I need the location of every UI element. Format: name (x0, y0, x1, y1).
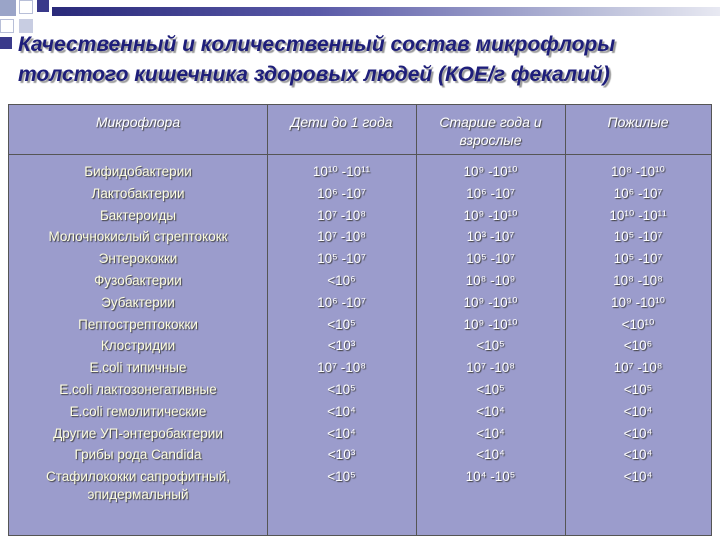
cell-organism: Лактобактерии (91, 185, 185, 201)
cell-value: 10⁹ -10¹⁰ (463, 294, 518, 310)
cell-value: 10⁶ -10⁷ (613, 185, 663, 201)
cell-value: 10⁷ -10⁸ (317, 207, 366, 223)
cell-organism: E.coli типичные (89, 360, 187, 376)
cell-value: 10⁸ -10¹⁰ (611, 164, 665, 179)
cell-value: <10⁵ (476, 338, 505, 354)
cell-value: <10⁴ (623, 403, 653, 419)
cell-organism: Клостридии (100, 338, 176, 354)
cell-value: 10¹⁰ -10¹¹ (609, 207, 667, 223)
cell-value: 10⁸ -10⁹ (465, 272, 516, 288)
cell-value: 10⁹ -10¹⁰ (611, 294, 665, 310)
cell-value: 10⁵ -10⁷ (613, 229, 663, 245)
cell-value: <10⁵ (327, 381, 356, 397)
decor-square (0, 37, 12, 49)
header-children: Дети до 1 года (290, 114, 393, 130)
cell-organism: E.coli лактозонегативные (59, 381, 217, 397)
cell-organism: Эубактерии (101, 294, 175, 310)
decor-square (0, 0, 16, 16)
slide-title: Качественный и количественный состав микрофлоры толстого кишечника здоровых людей (КОЕ/г фекалий) (18, 33, 616, 86)
cell-value: 10⁹ -10¹⁰ (463, 207, 518, 223)
cell-value: <10⁴ (476, 425, 505, 441)
cell-organism: Грибы рода Candida (74, 447, 202, 463)
cell-value: 10⁶ -10⁷ (317, 185, 366, 201)
column-elderly (565, 161, 711, 488)
cell-value: 10⁵ -10⁷ (613, 251, 663, 267)
header-adults: Старше года и взрослые (439, 114, 542, 148)
cell-value: 10⁷ -10⁸ (613, 360, 663, 376)
cell-value: <10¹⁰ (621, 316, 655, 332)
cell-value: 10¹⁰ -10¹¹ (312, 164, 371, 179)
cell-organism: Пептострептококки (78, 316, 198, 332)
cell-value: 10³ -10⁷ (466, 229, 515, 245)
cell-value: <10⁴ (623, 447, 653, 463)
cell-value: 10⁶ -10⁷ (466, 185, 515, 201)
cell-value: <10³ (327, 338, 356, 354)
cell-organism: Фузобактерии (94, 272, 182, 288)
cell-organism: Бифидобактерии (84, 164, 192, 179)
decor-square (19, 0, 33, 14)
microflora-table (8, 104, 712, 536)
cell-value: 10⁹ -10¹⁰ (463, 316, 518, 332)
cell-value: <10⁵ (623, 381, 653, 397)
cell-value: 10⁵ -10⁷ (466, 251, 515, 267)
cell-value: <10⁶ (327, 272, 356, 288)
header-microflora: Микрофлора (95, 114, 181, 130)
decor-square (37, 0, 49, 12)
cell-value: 10⁹ -10¹⁰ (463, 164, 518, 179)
cell-value: 10⁷ -10⁸ (317, 360, 366, 376)
cell-value: 10⁷ -10⁸ (317, 229, 366, 245)
cell-value: <10⁴ (327, 403, 356, 419)
header-elderly: Пожилые (607, 114, 669, 130)
cell-value: <10⁴ (476, 403, 505, 419)
cell-organism: Другие УП-энтеробактерии (53, 425, 223, 441)
cell-organism: Энтерококки (98, 251, 178, 267)
decor-square (0, 19, 14, 33)
cell-value: <10³ (327, 447, 356, 463)
cell-value: <10⁵ (476, 381, 505, 397)
cell-value: <10⁴ (623, 425, 653, 441)
cell-value: <10⁴ (476, 447, 505, 463)
column-adults (416, 161, 565, 488)
cell-value: 10⁸ -10⁸ (613, 272, 663, 288)
header-divider (9, 154, 711, 155)
cell-value: 10⁵ -10⁷ (317, 251, 366, 267)
cell-value: 10⁷ -10⁸ (466, 360, 515, 376)
cell-value: <10⁴ (623, 469, 653, 485)
cell-organism: Молочнокислый стрептококк (48, 229, 228, 245)
cell-value: <10⁴ (327, 425, 356, 441)
cell-organism: Бактероиды (99, 207, 177, 223)
cell-value: <10⁵ (327, 469, 356, 485)
column-microflora (9, 161, 267, 506)
cell-value: <10⁶ (623, 338, 653, 354)
cell-value: <10⁵ (327, 316, 356, 332)
header-gradient-bar (52, 7, 720, 16)
cell-organism: Стафилококки сапрофитный, эпидермальный (45, 469, 230, 503)
column-children (267, 161, 416, 488)
cell-organism: E.coli гемолитические (69, 403, 207, 419)
cell-value: 10⁴ -10⁵ (465, 469, 516, 485)
cell-value: 10⁶ -10⁷ (317, 294, 366, 310)
